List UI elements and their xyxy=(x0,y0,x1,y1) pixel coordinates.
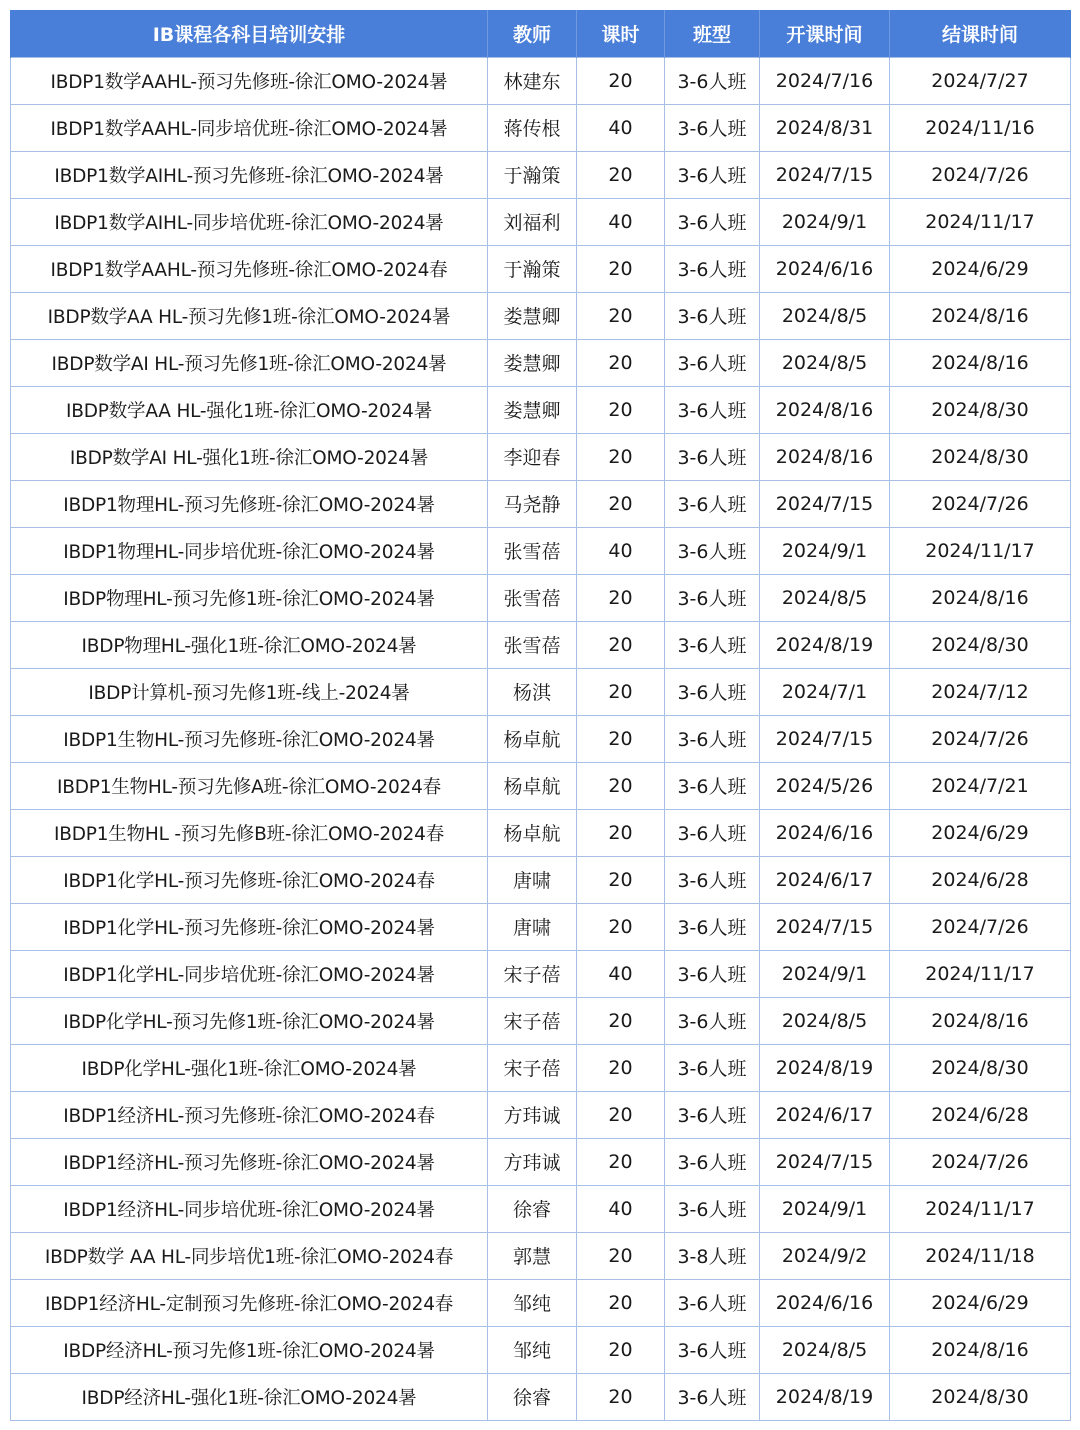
class-type-cell: 3-6人班 xyxy=(665,151,760,198)
start-date-cell: 2024/6/17 xyxy=(760,1091,890,1138)
table-row xyxy=(11,856,1071,903)
class-type-cell: 3-8人班 xyxy=(665,1232,760,1279)
hours-cell: 20 xyxy=(577,762,665,809)
class-type-cell: 3-6人班 xyxy=(665,715,760,762)
teacher-cell: 徐睿 xyxy=(488,1373,577,1420)
course-name-cell: IBDP1化学HL-预习先修班-徐汇OMO-2024春 xyxy=(11,856,488,903)
teacher-cell: 邹纯 xyxy=(488,1326,577,1373)
course-name-cell: IBDP1物理HL-预习先修班-徐汇OMO-2024暑 xyxy=(11,480,488,527)
teacher-cell: 张雪蓓 xyxy=(488,527,577,574)
class-type-cell: 3-6人班 xyxy=(665,198,760,245)
course-name-cell: IBDP1经济HL-同步培优班-徐汇OMO-2024暑 xyxy=(11,1185,488,1232)
start-date-cell: 2024/7/15 xyxy=(760,1138,890,1185)
class-type-cell: 3-6人班 xyxy=(665,480,760,527)
table-row xyxy=(11,292,1071,339)
end-date-cell: 2024/6/28 xyxy=(890,856,1071,903)
table-row xyxy=(11,1138,1071,1185)
teacher-cell: 杨卓航 xyxy=(488,715,577,762)
table-row xyxy=(11,527,1071,574)
table-row xyxy=(11,339,1071,386)
end-date-cell: 2024/8/30 xyxy=(890,1373,1071,1420)
class-type-cell: 3-6人班 xyxy=(665,621,760,668)
course-name-cell: IBDP1生物HL-预习先修A班-徐汇OMO-2024春 xyxy=(11,762,488,809)
course-name-cell: IBDP1数学AIHL-预习先修班-徐汇OMO-2024暑 xyxy=(11,151,488,198)
course-name-cell: IBDP1生物HL-预习先修班-徐汇OMO-2024暑 xyxy=(11,715,488,762)
start-date-cell: 2024/8/19 xyxy=(760,1373,890,1420)
end-date-cell: 2024/7/26 xyxy=(890,151,1071,198)
table-row xyxy=(11,668,1071,715)
start-date-cell: 2024/7/15 xyxy=(760,480,890,527)
hours-cell: 20 xyxy=(577,574,665,621)
table-row xyxy=(11,715,1071,762)
class-type-cell: 3-6人班 xyxy=(665,104,760,151)
end-date-cell: 2024/6/29 xyxy=(890,1279,1071,1326)
start-date-cell: 2024/8/5 xyxy=(760,1326,890,1373)
class-type-cell: 3-6人班 xyxy=(665,433,760,480)
table-row xyxy=(11,433,1071,480)
start-date-cell: 2024/6/16 xyxy=(760,809,890,856)
hours-cell: 20 xyxy=(577,151,665,198)
end-date-cell: 2024/8/16 xyxy=(890,292,1071,339)
end-date-cell: 2024/8/30 xyxy=(890,1044,1071,1091)
hours-cell: 20 xyxy=(577,715,665,762)
table-row xyxy=(11,574,1071,621)
hours-cell: 20 xyxy=(577,339,665,386)
teacher-cell: 张雪蓓 xyxy=(488,574,577,621)
class-type-cell: 3-6人班 xyxy=(665,245,760,292)
end-date-cell: 2024/11/17 xyxy=(890,950,1071,997)
class-type-cell: 3-6人班 xyxy=(665,1185,760,1232)
table-row xyxy=(11,104,1071,151)
table-row xyxy=(11,1185,1071,1232)
class-type-cell: 3-6人班 xyxy=(665,1326,760,1373)
table-row xyxy=(11,198,1071,245)
course-name-cell: IBDP1数学AIHL-同步培优班-徐汇OMO-2024暑 xyxy=(11,198,488,245)
course-name-cell: IBDP1化学HL-同步培优班-徐汇OMO-2024暑 xyxy=(11,950,488,997)
header-hours: 课时 xyxy=(577,10,665,57)
class-type-cell: 3-6人班 xyxy=(665,762,760,809)
course-name-cell: IBDP1数学AAHL-同步培优班-徐汇OMO-2024暑 xyxy=(11,104,488,151)
class-type-cell: 3-6人班 xyxy=(665,292,760,339)
class-type-cell: 3-6人班 xyxy=(665,1091,760,1138)
hours-cell: 20 xyxy=(577,997,665,1044)
header-teacher: 教师 xyxy=(488,10,577,57)
course-name-cell: IBDP1物理HL-同步培优班-徐汇OMO-2024暑 xyxy=(11,527,488,574)
start-date-cell: 2024/8/31 xyxy=(760,104,890,151)
start-date-cell: 2024/6/17 xyxy=(760,856,890,903)
teacher-cell: 宋子蓓 xyxy=(488,997,577,1044)
start-date-cell: 2024/8/5 xyxy=(760,292,890,339)
table-row xyxy=(11,997,1071,1044)
class-type-cell: 3-6人班 xyxy=(665,1138,760,1185)
start-date-cell: 2024/9/1 xyxy=(760,527,890,574)
table-row xyxy=(11,762,1071,809)
teacher-cell: 杨卓航 xyxy=(488,809,577,856)
course-name-cell: IBDP1数学AAHL-预习先修班-徐汇OMO-2024暑 xyxy=(11,57,488,104)
header-row xyxy=(11,10,1071,57)
teacher-cell: 杨卓航 xyxy=(488,762,577,809)
start-date-cell: 2024/8/19 xyxy=(760,1044,890,1091)
end-date-cell: 2024/8/30 xyxy=(890,621,1071,668)
course-name-cell: IBDP1生物HL -预习先修B班-徐汇OMO-2024春 xyxy=(11,809,488,856)
end-date-cell: 2024/7/26 xyxy=(890,480,1071,527)
start-date-cell: 2024/8/16 xyxy=(760,386,890,433)
table-row xyxy=(11,1044,1071,1091)
teacher-cell: 娄慧卿 xyxy=(488,386,577,433)
start-date-cell: 2024/8/5 xyxy=(760,997,890,1044)
hours-cell: 20 xyxy=(577,292,665,339)
hours-cell: 20 xyxy=(577,57,665,104)
class-type-cell: 3-6人班 xyxy=(665,668,760,715)
start-date-cell: 2024/7/15 xyxy=(760,903,890,950)
end-date-cell: 2024/8/30 xyxy=(890,433,1071,480)
end-date-cell: 2024/7/26 xyxy=(890,1138,1071,1185)
course-name-cell: IBDP物理HL-强化1班-徐汇OMO-2024暑 xyxy=(11,621,488,668)
teacher-cell: 于瀚策 xyxy=(488,151,577,198)
teacher-cell: 唐啸 xyxy=(488,856,577,903)
teacher-cell: 娄慧卿 xyxy=(488,292,577,339)
course-name-cell: IBDP1经济HL-预习先修班-徐汇OMO-2024暑 xyxy=(11,1138,488,1185)
class-type-cell: 3-6人班 xyxy=(665,950,760,997)
teacher-cell: 杨淇 xyxy=(488,668,577,715)
hours-cell: 20 xyxy=(577,1326,665,1373)
end-date-cell: 2024/8/16 xyxy=(890,339,1071,386)
end-date-cell: 2024/11/16 xyxy=(890,104,1071,151)
course-name-cell: IBDP1经济HL-定制预习先修班-徐汇OMO-2024春 xyxy=(11,1279,488,1326)
table-row xyxy=(11,903,1071,950)
hours-cell: 20 xyxy=(577,621,665,668)
teacher-cell: 方玮诚 xyxy=(488,1138,577,1185)
hours-cell: 20 xyxy=(577,245,665,292)
class-type-cell: 3-6人班 xyxy=(665,809,760,856)
hours-cell: 20 xyxy=(577,386,665,433)
class-type-cell: 3-6人班 xyxy=(665,386,760,433)
end-date-cell: 2024/8/16 xyxy=(890,997,1071,1044)
start-date-cell: 2024/7/15 xyxy=(760,715,890,762)
hours-cell: 20 xyxy=(577,1279,665,1326)
header-start-date: 开课时间 xyxy=(760,10,890,57)
start-date-cell: 2024/7/1 xyxy=(760,668,890,715)
table-row xyxy=(11,1326,1071,1373)
course-name-cell: IBDP1化学HL-预习先修班-徐汇OMO-2024暑 xyxy=(11,903,488,950)
end-date-cell: 2024/6/29 xyxy=(890,809,1071,856)
hours-cell: 20 xyxy=(577,1232,665,1279)
teacher-cell: 林建东 xyxy=(488,57,577,104)
teacher-cell: 方玮诚 xyxy=(488,1091,577,1138)
teacher-cell: 李迎春 xyxy=(488,433,577,480)
class-type-cell: 3-6人班 xyxy=(665,57,760,104)
course-name-cell: IBDP数学AA HL-强化1班-徐汇OMO-2024暑 xyxy=(11,386,488,433)
hours-cell: 20 xyxy=(577,1138,665,1185)
start-date-cell: 2024/8/16 xyxy=(760,433,890,480)
course-name-cell: IBDP计算机-预习先修1班-线上-2024暑 xyxy=(11,668,488,715)
teacher-cell: 宋子蓓 xyxy=(488,1044,577,1091)
start-date-cell: 2024/9/1 xyxy=(760,950,890,997)
class-type-cell: 3-6人班 xyxy=(665,1279,760,1326)
start-date-cell: 2024/8/5 xyxy=(760,574,890,621)
teacher-cell: 马尧静 xyxy=(488,480,577,527)
course-name-cell: IBDP经济HL-预习先修1班-徐汇OMO-2024暑 xyxy=(11,1326,488,1373)
course-name-cell: IBDP化学HL-强化1班-徐汇OMO-2024暑 xyxy=(11,1044,488,1091)
table-row xyxy=(11,1091,1071,1138)
teacher-cell: 刘福利 xyxy=(488,198,577,245)
table-body xyxy=(11,57,1071,1420)
course-name-cell: IBDP数学AI HL-强化1班-徐汇OMO-2024暑 xyxy=(11,433,488,480)
course-name-cell: IBDP1数学AAHL-预习先修班-徐汇OMO-2024春 xyxy=(11,245,488,292)
table-row xyxy=(11,151,1071,198)
teacher-cell: 娄慧卿 xyxy=(488,339,577,386)
teacher-cell: 唐啸 xyxy=(488,903,577,950)
teacher-cell: 徐睿 xyxy=(488,1185,577,1232)
hours-cell: 40 xyxy=(577,198,665,245)
end-date-cell: 2024/7/27 xyxy=(890,57,1071,104)
teacher-cell: 郭慧 xyxy=(488,1232,577,1279)
hours-cell: 20 xyxy=(577,433,665,480)
header-course: IB课程各科目培训安排 xyxy=(11,10,488,57)
hours-cell: 20 xyxy=(577,1044,665,1091)
ib-course-schedule-table xyxy=(10,10,1071,1421)
start-date-cell: 2024/8/5 xyxy=(760,339,890,386)
teacher-cell: 于瀚策 xyxy=(488,245,577,292)
hours-cell: 20 xyxy=(577,480,665,527)
header-end-date: 结课时间 xyxy=(890,10,1071,57)
hours-cell: 20 xyxy=(577,809,665,856)
course-name-cell: IBDP物理HL-预习先修1班-徐汇OMO-2024暑 xyxy=(11,574,488,621)
header-class-type: 班型 xyxy=(665,10,760,57)
class-type-cell: 3-6人班 xyxy=(665,856,760,903)
table-row xyxy=(11,950,1071,997)
class-type-cell: 3-6人班 xyxy=(665,997,760,1044)
hours-cell: 20 xyxy=(577,856,665,903)
course-name-cell: IBDP数学AA HL-预习先修1班-徐汇OMO-2024暑 xyxy=(11,292,488,339)
start-date-cell: 2024/6/16 xyxy=(760,245,890,292)
start-date-cell: 2024/9/2 xyxy=(760,1232,890,1279)
class-type-cell: 3-6人班 xyxy=(665,339,760,386)
hours-cell: 40 xyxy=(577,950,665,997)
table-row xyxy=(11,1232,1071,1279)
course-name-cell: IBDP1经济HL-预习先修班-徐汇OMO-2024春 xyxy=(11,1091,488,1138)
class-type-cell: 3-6人班 xyxy=(665,574,760,621)
table-header xyxy=(11,10,1071,57)
start-date-cell: 2024/5/26 xyxy=(760,762,890,809)
start-date-cell: 2024/8/19 xyxy=(760,621,890,668)
table-row xyxy=(11,386,1071,433)
start-date-cell: 2024/9/1 xyxy=(760,198,890,245)
teacher-cell: 邹纯 xyxy=(488,1279,577,1326)
end-date-cell: 2024/6/28 xyxy=(890,1091,1071,1138)
table-row xyxy=(11,809,1071,856)
course-name-cell: IBDP化学HL-预习先修1班-徐汇OMO-2024暑 xyxy=(11,997,488,1044)
teacher-cell: 宋子蓓 xyxy=(488,950,577,997)
class-type-cell: 3-6人班 xyxy=(665,1373,760,1420)
course-name-cell: IBDP经济HL-强化1班-徐汇OMO-2024暑 xyxy=(11,1373,488,1420)
course-name-cell: IBDP数学AI HL-预习先修1班-徐汇OMO-2024暑 xyxy=(11,339,488,386)
table-row xyxy=(11,1279,1071,1326)
hours-cell: 20 xyxy=(577,1373,665,1420)
start-date-cell: 2024/7/15 xyxy=(760,151,890,198)
end-date-cell: 2024/11/17 xyxy=(890,198,1071,245)
end-date-cell: 2024/7/26 xyxy=(890,903,1071,950)
end-date-cell: 2024/7/21 xyxy=(890,762,1071,809)
end-date-cell: 2024/7/26 xyxy=(890,715,1071,762)
end-date-cell: 2024/8/16 xyxy=(890,1326,1071,1373)
end-date-cell: 2024/11/17 xyxy=(890,527,1071,574)
end-date-cell: 2024/8/16 xyxy=(890,574,1071,621)
hours-cell: 40 xyxy=(577,527,665,574)
end-date-cell: 2024/11/17 xyxy=(890,1185,1071,1232)
end-date-cell: 2024/11/18 xyxy=(890,1232,1071,1279)
start-date-cell: 2024/9/1 xyxy=(760,1185,890,1232)
table-row xyxy=(11,57,1071,104)
course-name-cell: IBDP数学 AA HL-同步培优1班-徐汇OMO-2024春 xyxy=(11,1232,488,1279)
table-row xyxy=(11,621,1071,668)
end-date-cell: 2024/6/29 xyxy=(890,245,1071,292)
hours-cell: 40 xyxy=(577,104,665,151)
start-date-cell: 2024/7/16 xyxy=(760,57,890,104)
table-row xyxy=(11,1373,1071,1420)
schedule-container xyxy=(10,10,1070,1421)
end-date-cell: 2024/7/12 xyxy=(890,668,1071,715)
class-type-cell: 3-6人班 xyxy=(665,1044,760,1091)
class-type-cell: 3-6人班 xyxy=(665,527,760,574)
table-row xyxy=(11,245,1071,292)
hours-cell: 40 xyxy=(577,1185,665,1232)
teacher-cell: 蒋传根 xyxy=(488,104,577,151)
table-row xyxy=(11,480,1071,527)
teacher-cell: 张雪蓓 xyxy=(488,621,577,668)
hours-cell: 20 xyxy=(577,903,665,950)
hours-cell: 20 xyxy=(577,668,665,715)
hours-cell: 20 xyxy=(577,1091,665,1138)
start-date-cell: 2024/6/16 xyxy=(760,1279,890,1326)
class-type-cell: 3-6人班 xyxy=(665,903,760,950)
end-date-cell: 2024/8/30 xyxy=(890,386,1071,433)
